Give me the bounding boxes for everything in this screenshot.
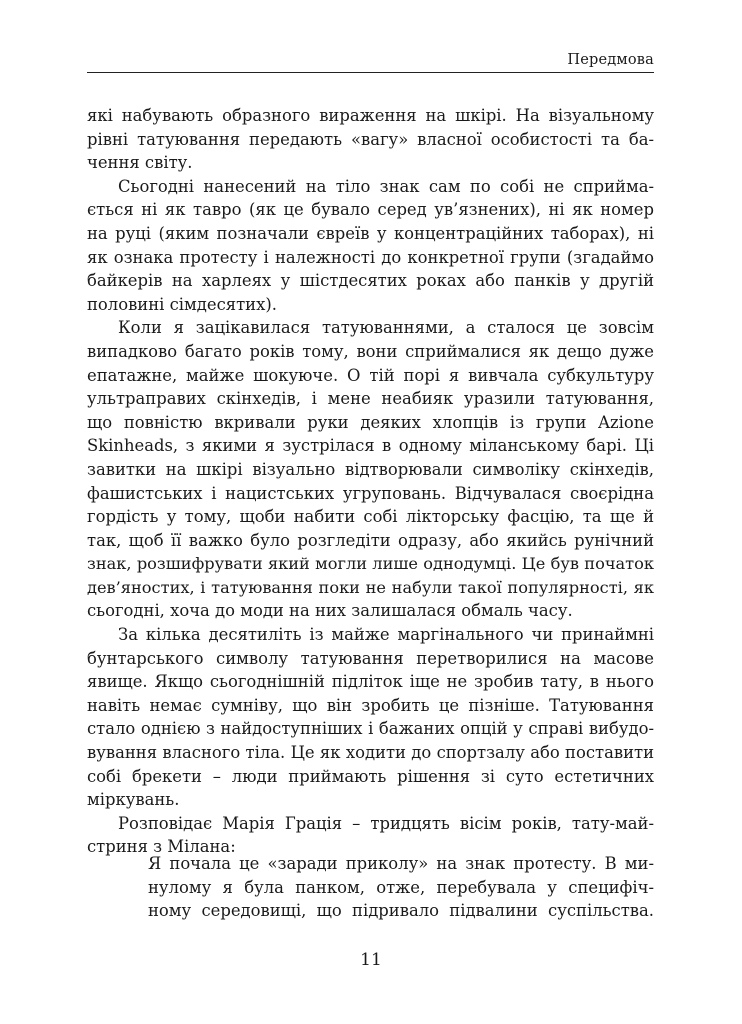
text-line: Skinheads, з якими я зустрілася в одному міланському барі. Ці <box>87 436 654 456</box>
quote-line: нулому я була панком, отже, перебувала у специфіч- <box>148 877 654 897</box>
text-line: Коли я зацікавилася татуюваннями, а сталося це зовсім <box>118 318 654 338</box>
quote-line: Я почала це «заради приколу» на знак протесту. В ми- <box>148 854 654 873</box>
running-head <box>87 50 654 73</box>
text-line: так, щоб її важко було розгледіти одразу, або якийсь рунічний <box>87 530 654 550</box>
text-line: байкерів на харлеях у шістдесятих роках або панків у другій <box>87 271 654 291</box>
text-line: чення світу. <box>87 153 193 173</box>
text-line: явище. Якщо сьогоднішній підліток іще не зробив тату, в нього <box>87 672 654 692</box>
text-line: фашистських і нацистських угруповань. Відчувалася своєрідна <box>87 483 654 503</box>
text-line: вування власного тіла. Це як ходити до спортзалу або поставити <box>87 743 654 763</box>
text-line: дев’яностих, і татуювання поки не набули такої популярності, як <box>87 577 654 597</box>
text-line: стриня з Мілана: <box>87 837 236 857</box>
text-line: знак, розшифрувати який могли лише однодумці. Це був початок <box>87 554 654 574</box>
text-line: ється ні як тавро (як це бувало серед ув’язнених), ні як номер <box>87 200 654 220</box>
text-line: як ознака протесту і належності до конкретної групи (згадаймо <box>87 247 654 267</box>
text-line: епатажне, майже шокуюче. О тій порі я вивчала субкультуру <box>87 365 654 385</box>
text-line: навіть немає сумніву, що він зробить це пізніше. Татуювання <box>87 695 654 715</box>
quote-line: ному середовищі, що підривало підвалини суспільства. <box>148 901 654 921</box>
text-line: сьогодні, хоча до моди на них залишалася обмаль часу. <box>87 601 573 621</box>
text-line: Розповідає Марія Грація – тридцять вісім років, тату-май- <box>118 813 654 833</box>
text-line: рівні татуювання передають «вагу» власної особистості та ба- <box>87 129 654 149</box>
text-line: собі брекети – люди приймають рішення зі суто естетичних <box>87 766 654 786</box>
text-line: гордість у тому, щоби набити собі лікторську фасцію, та ще й <box>87 507 654 527</box>
text-line: випадково багато років тому, вони сприймалися як дещо дуже <box>87 341 654 361</box>
text-line: ультраправих скінхедів, і мене неабияк уразили татуювання, <box>87 389 654 409</box>
text-line: Сьогодні нанесений на тіло знак сам по собі не сприйма- <box>118 176 654 196</box>
text-line: на руці (яким позначали євреїв у концентраційних таборах), ні <box>87 223 654 243</box>
body-text <box>87 104 654 859</box>
text-line: які набувають образного вираження на шкірі. На візуальному <box>87 106 654 125</box>
text-line: За кілька десятиліть із майже маргінального чи принаймні <box>118 625 654 645</box>
text-line: бунтарського символу татуювання перетворилися на масове <box>87 648 654 668</box>
text-line: стало однією з найдоступніших і бажаних опцій у справі вибудо- <box>87 719 654 739</box>
text-line: міркувань. <box>87 790 180 810</box>
text-line: що повністю вкривали руки деяких хлопців із групи Azione <box>87 412 654 432</box>
running-head-title: Передмова <box>567 52 654 68</box>
text-line: завитки на шкірі візуально відтворювали символіку скінхедів, <box>87 459 654 479</box>
text-line: половині сімдесятих). <box>87 294 277 314</box>
page-number: 11 <box>360 950 382 970</box>
block-quote <box>148 852 654 923</box>
